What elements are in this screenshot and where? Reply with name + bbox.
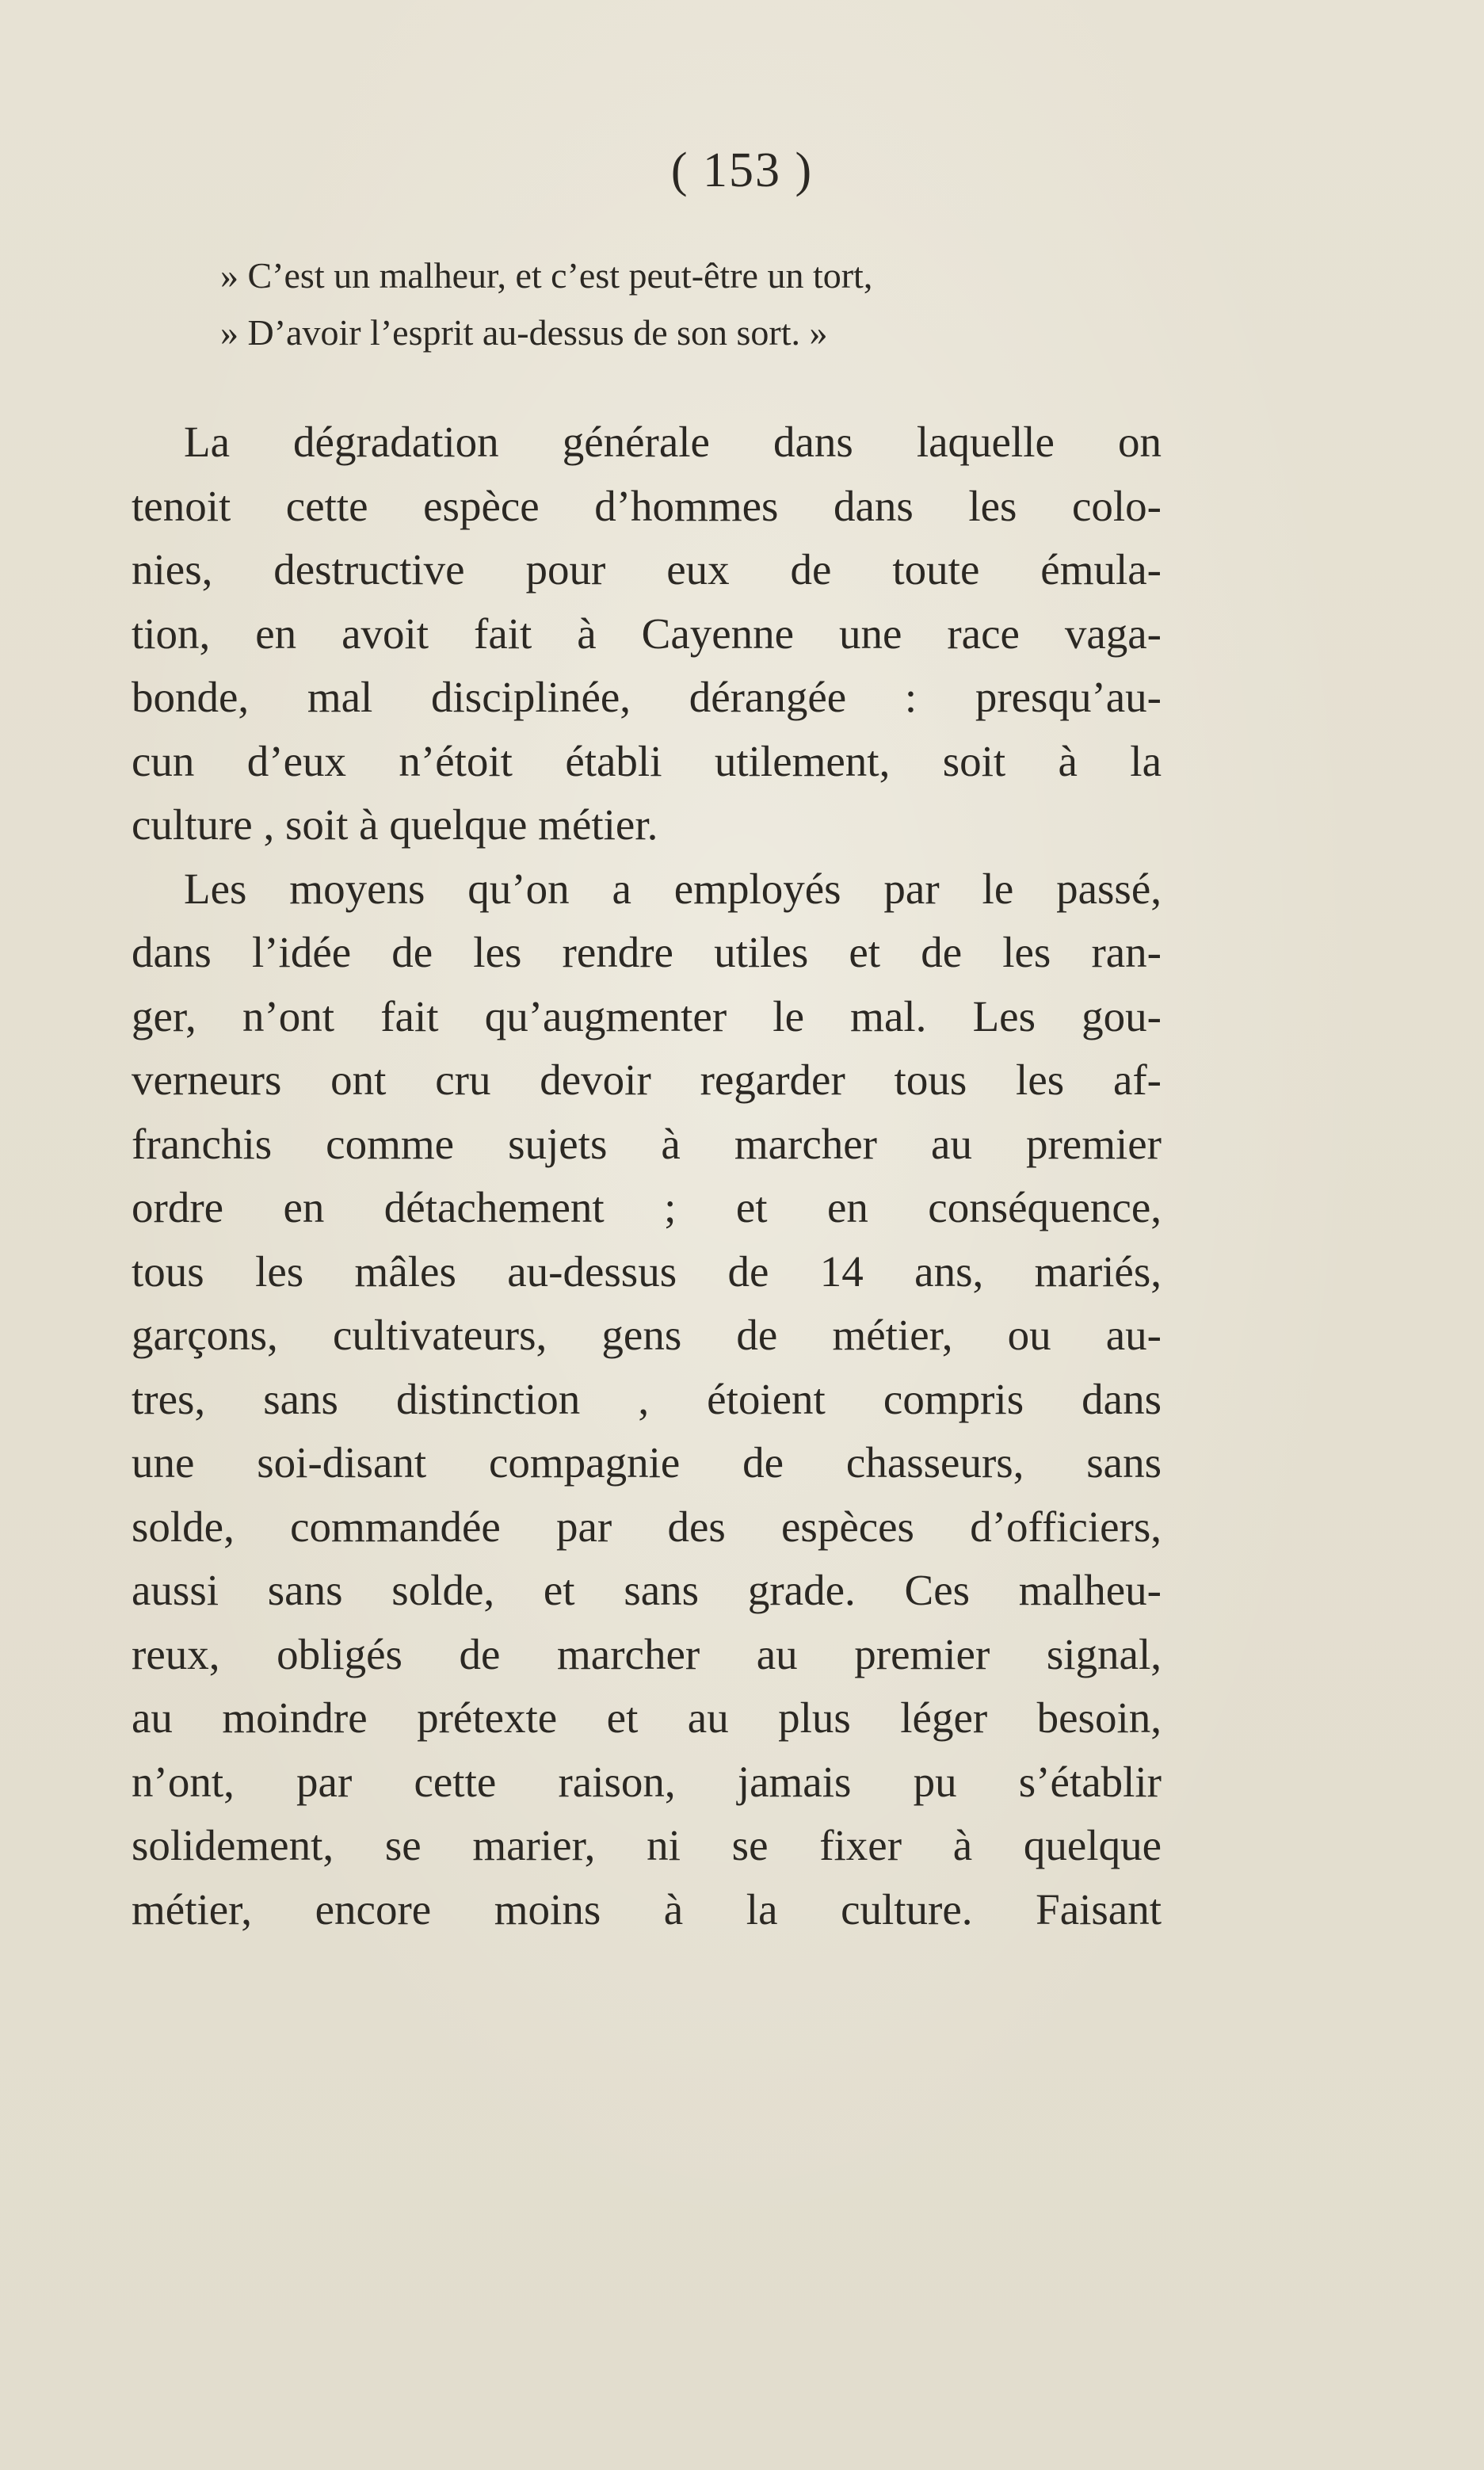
text-line: ordre en détachement ; et en conséquence, xyxy=(132,1183,1162,1231)
text-line: aussi sans solde, et sans grade. Ces malheu- xyxy=(132,1566,1162,1614)
text-line: garçons, cultivateurs, gens de métier, ou au- xyxy=(132,1311,1162,1359)
text-line: n’ont, par cette raison, jamais pu s’établir xyxy=(132,1757,1162,1806)
text-line: cun d’eux n’étoit établi utilement, soit à la xyxy=(132,736,1162,785)
text-line: métier, encore moins à la culture. Faisant xyxy=(132,1884,1162,1934)
text-line: franchis comme sujets à marcher au premier xyxy=(132,1119,1162,1168)
page-number: ( 153 ) xyxy=(670,143,814,197)
text-line: ger, n’ont fait qu’augmenter le mal. Les gou- xyxy=(132,991,1162,1040)
text-line: tous les mâles au-dessus de 14 ans, mariés, xyxy=(132,1246,1162,1296)
text-line: La dégradation générale dans laquelle on xyxy=(184,418,1162,466)
text-line: verneurs ont cru devoir regarder tous les af- xyxy=(132,1056,1162,1104)
text-line: nies, destructive pour eux de toute émula- xyxy=(132,545,1162,594)
verse-line: » D’avoir l’esprit au-dessus de son sort. » xyxy=(220,312,828,353)
text-line: une soi-disant compagnie de chasseurs, sans xyxy=(132,1438,1162,1487)
text-line: solidement, se marier, ni se fixer à quelque xyxy=(132,1821,1162,1869)
text-line: tenoit cette espèce d’hommes dans les colo- xyxy=(132,481,1162,530)
text-line: bonde, mal disciplinée, dérangée : presqu’au- xyxy=(132,673,1162,721)
text-line: dans l’idée de les rendre utiles et de les ran- xyxy=(132,928,1162,976)
text-line: au moindre prétexte et au plus léger besoin, xyxy=(132,1693,1162,1742)
text-line: tres, sans distinction , étoient compris dans xyxy=(132,1374,1162,1423)
body-text xyxy=(132,410,1162,1941)
text-line: reux, obligés de marcher au premier signal, xyxy=(132,1629,1162,1678)
text-line: culture , soit à quelque métier. xyxy=(132,800,658,849)
text-line: Les moyens qu’on a employés par le passé, xyxy=(184,864,1162,913)
verse-line: » C’est un malheur, et c’est peut-être un tort, xyxy=(220,255,873,296)
text-line: tion, en avoit fait à Cayenne une race vaga- xyxy=(132,609,1162,658)
text-line: solde, commandée par des espèces d’officiers, xyxy=(132,1502,1162,1551)
